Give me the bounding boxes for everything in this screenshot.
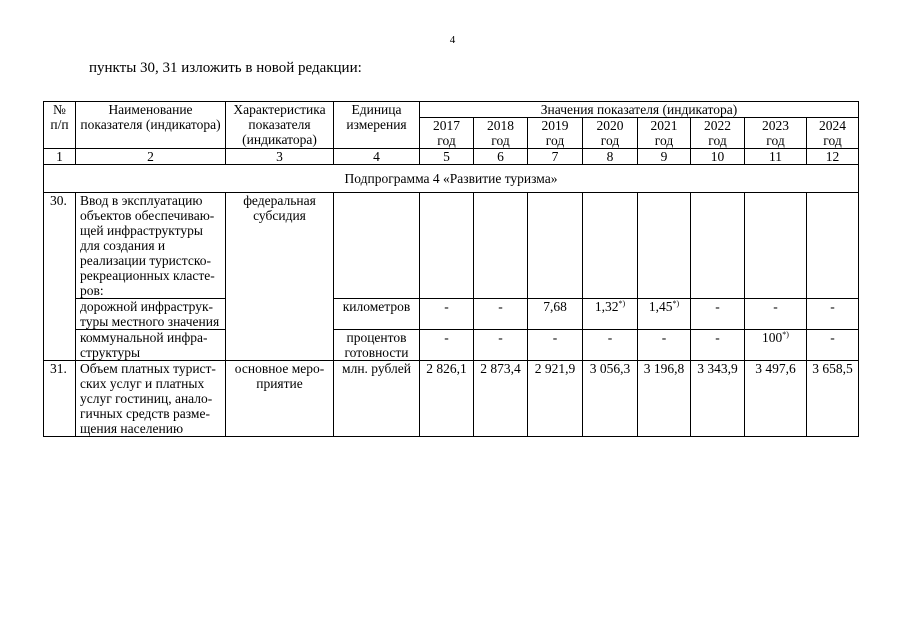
year-label: год: [545, 133, 565, 148]
header-year: [528, 118, 583, 149]
header-year: [583, 118, 638, 149]
value-cell: 3 497,6: [745, 361, 807, 437]
value-cell: 2 873,4: [474, 361, 528, 437]
header-year: [420, 118, 474, 149]
value-cell-empty: [745, 193, 807, 299]
table-row: [44, 193, 859, 299]
value-cell: 3 056,3: [583, 361, 638, 437]
year-number: 2022: [704, 118, 731, 133]
value-cell-empty: [807, 193, 859, 299]
column-number: 9: [638, 149, 691, 165]
row-number: 31.: [44, 361, 76, 437]
value-cell: 2 826,1: [420, 361, 474, 437]
subprogram-title: Подпрограмма 4 «Развитие туризма»: [44, 165, 859, 193]
table-subrow: [44, 330, 859, 361]
value-cell: -: [420, 299, 474, 330]
table-subrow: [44, 299, 859, 330]
value-cell: 3 196,8: [638, 361, 691, 437]
indicator-table: [43, 101, 859, 437]
value-cell: -: [583, 330, 638, 361]
column-number: 12: [807, 149, 859, 165]
unit-of-measure: процентов готовности: [334, 330, 420, 361]
value-cell: -: [474, 299, 528, 330]
value-cell: 3 658,5: [807, 361, 859, 437]
column-number: 8: [583, 149, 638, 165]
year-label: год: [766, 133, 785, 148]
column-number: 6: [474, 149, 528, 165]
header-number: № п/п: [44, 102, 76, 149]
footnote-mark: *): [782, 330, 789, 339]
value-cell-empty: [583, 193, 638, 299]
header-row: [44, 102, 859, 118]
value-cell: -: [807, 299, 859, 330]
year-label: год: [708, 133, 727, 148]
footnote-mark: *): [672, 299, 680, 308]
unit-of-measure: млн. рублей: [334, 361, 420, 437]
year-number: 2023: [762, 118, 789, 133]
year-label: год: [600, 133, 620, 148]
header-year: [638, 118, 691, 149]
value-cell-empty: [474, 193, 528, 299]
value-cell: -: [745, 299, 807, 330]
indicator-name: Ввод в эксплуатацию объектов обеспечиваю- щей инфраструктуры для создания и реализации туристско- рекреационных класте- ров:: [76, 193, 226, 299]
year-number: 2018: [487, 118, 514, 133]
year-number: 2017: [433, 118, 460, 133]
header-characteristic: Характеристика показателя (индикатора): [226, 102, 334, 149]
year-number: 2019: [541, 118, 569, 133]
value-cell: [583, 299, 638, 330]
value-cell: -: [691, 299, 745, 330]
value-cell: -: [638, 330, 691, 361]
value-cell: [745, 330, 807, 361]
value-cell-empty: [528, 193, 583, 299]
column-number: 3: [226, 149, 334, 165]
subprogram-row: [44, 165, 859, 193]
column-number: 4: [334, 149, 420, 165]
indicator-characteristic: федеральная субсидия: [226, 193, 334, 361]
header-values-group: Значения показателя (индикатора): [420, 102, 859, 118]
value-cell: -: [528, 330, 583, 361]
value-cell: -: [420, 330, 474, 361]
value-text: 1,45: [648, 299, 673, 314]
year-label: год: [654, 133, 674, 148]
unit-cell-empty: [334, 193, 420, 299]
intro-text: пункты 30, 31 изложить в новой редакции:: [89, 60, 362, 76]
value-cell: 3 343,9: [691, 361, 745, 437]
column-number: 5: [420, 149, 474, 165]
value-cell: -: [691, 330, 745, 361]
indicator-characteristic: основное меро- приятие: [226, 361, 334, 437]
header-year: [807, 118, 859, 149]
table-row: [44, 361, 859, 437]
value-text: 1,32: [594, 299, 619, 314]
indicator-subitem-name: коммунальной инфра- структуры: [76, 330, 226, 361]
footnote-mark: *): [618, 299, 626, 308]
year-label: год: [823, 133, 842, 148]
column-number: 2: [76, 149, 226, 165]
value-cell-empty: [638, 193, 691, 299]
header-year: [745, 118, 807, 149]
value-cell: -: [474, 330, 528, 361]
indicator-subitem-name: дорожной инфраструк- туры местного значения: [76, 299, 226, 330]
value-cell: -: [807, 330, 859, 361]
value-cell: [638, 299, 691, 330]
year-number: 2020: [596, 118, 624, 133]
column-number: 10: [691, 149, 745, 165]
value-text: 100: [762, 330, 783, 345]
header-year: [474, 118, 528, 149]
header-indicator-name: Наименование показателя (индикатора): [76, 102, 226, 149]
year-label: год: [437, 133, 456, 148]
value-cell-empty: [420, 193, 474, 299]
header-year: [691, 118, 745, 149]
indicator-name: Объем платных турист- ских услуг и платных услуг гостиниц, анало- гичных средств разме- щения населению: [76, 361, 226, 437]
column-number: 1: [44, 149, 76, 165]
year-label: год: [491, 133, 510, 148]
page-number: 4: [449, 34, 456, 46]
column-number: 7: [528, 149, 583, 165]
header-unit: Единица измерения: [334, 102, 420, 149]
value-cell: 7,68: [528, 299, 583, 330]
value-cell: 2 921,9: [528, 361, 583, 437]
unit-of-measure: километров: [334, 299, 420, 330]
year-number: 2024: [819, 118, 846, 133]
column-number: 11: [745, 149, 807, 165]
year-number: 2021: [650, 118, 678, 133]
column-number-row: [44, 149, 859, 165]
row-number: 30.: [44, 193, 76, 361]
value-cell-empty: [691, 193, 745, 299]
